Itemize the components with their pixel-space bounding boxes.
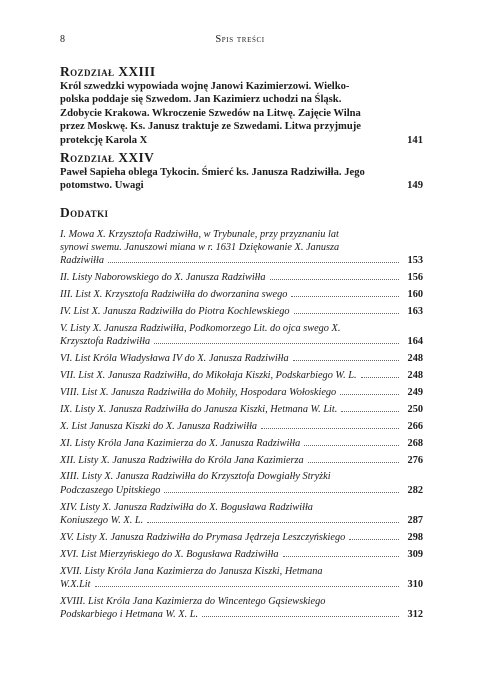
- chapter-title: Rozdział XXIII: [60, 64, 156, 79]
- dot-leader: [349, 539, 399, 540]
- entry-last-line: [60, 484, 423, 497]
- entry-line: XVIII. List Króla Jana Kazimierza do Wincentego Gąsiewskiego: [60, 595, 326, 607]
- page-ref: 310: [407, 578, 423, 590]
- entry-line: IX. Listy X. Janusza Radziwiłła do Janusza Kiszki, Hetmana W. Lit.: [60, 403, 338, 415]
- chapter-title: Rozdział XXIV: [60, 150, 155, 166]
- summary-line: polska poddaje się Szwedom. Jan Kazimierz uchodzi na Śląsk.: [60, 94, 342, 106]
- summary-line: Paweł Sapieha oblega Tykocin. Śmierć ks. Janusza Radziwiłła. Jego: [60, 167, 365, 179]
- entry-line: X. List Janusza Kiszki do X. Janusza Radziwiłła: [60, 420, 258, 432]
- dot-leader: [283, 556, 399, 557]
- entry-line: IV. List X. Janusza Radziwiłła do Piotra Kochlewskiego: [60, 306, 290, 318]
- entry-line: Krzysztofa Radziwiłła: [60, 336, 151, 348]
- chapter-entry: [60, 150, 423, 193]
- dot-leader: [164, 492, 399, 493]
- dot-leader: [147, 522, 399, 523]
- appendix-entry: [60, 420, 423, 433]
- entry-line: VI. List Króla Władysława IV do X. Janusza Radziwiłła: [60, 353, 289, 365]
- entry-last-line: [60, 271, 423, 284]
- dot-leader: [270, 279, 399, 280]
- entry-line: V. Listy X. Janusza Radziwiłła, Podkomorzego Lit. do ojca swego X.: [60, 323, 341, 334]
- appendix-entry: [60, 386, 423, 399]
- entry-last-line: [60, 420, 423, 433]
- page-ref: 287: [407, 514, 423, 526]
- dot-leader: [291, 296, 399, 297]
- dot-leader: [95, 586, 399, 587]
- appendix-entry: [60, 470, 423, 497]
- appendix-entry: [60, 403, 423, 416]
- entry-line: III. List X. Krzysztofa Radziwiłła do dworzanina swego: [60, 289, 288, 301]
- page-ref: 276: [407, 454, 423, 466]
- page-ref: 248: [407, 353, 423, 365]
- summary-line: Król szwedzki wypowiada wojnę Janowi Kazimierzowi. Wielko-: [60, 81, 350, 92]
- entry-last-line: [60, 403, 423, 416]
- appendix-entry: [60, 531, 423, 544]
- entry-last-line: [60, 369, 423, 382]
- entry-last-line: [60, 608, 423, 621]
- entry-last-line: [60, 335, 423, 348]
- page-ref: 266: [407, 420, 423, 432]
- dot-leader: [340, 394, 399, 395]
- entry-line: VII. List X. Janusza Radziwiłła, do Mikołaja Kiszki, Podskarbiego W. L.: [60, 370, 357, 382]
- entry-last-line: [60, 531, 423, 544]
- dot-leader: [308, 462, 399, 463]
- page-ref: 163: [407, 306, 423, 318]
- appendix-entry: [60, 548, 423, 561]
- entry-line: XIV. Listy X. Janusza Radziwiłła do X. Bogusława Radziwiłła: [60, 501, 313, 513]
- entry-line: Podczaszego Upitskiego: [60, 484, 161, 496]
- entry-line: XVII. Listy Króla Jana Kazimierza do Janusza Kiszki, Hetmana: [60, 565, 323, 577]
- appendix-entry: [60, 352, 423, 365]
- appendix-entry: [60, 565, 423, 592]
- appendix-entry: [60, 369, 423, 382]
- page-ref: 312: [407, 609, 423, 621]
- entry-line: Podskarbiego i Hetmana W. X. L.: [60, 609, 199, 621]
- page-ref: 164: [407, 336, 423, 348]
- entry-line: Radziwiłła: [60, 255, 105, 267]
- summary-line: Zdobycie Krakowa. Wkroczenie Szwedów na Litwę. Zajęcie Wilna: [60, 107, 361, 119]
- appendix-entry: [60, 228, 423, 268]
- chapter-summary: [60, 166, 423, 193]
- dot-leader: [293, 360, 399, 361]
- page-ref: 282: [407, 484, 423, 496]
- appendix-entry: [60, 454, 423, 467]
- appendix-entry: [60, 305, 423, 318]
- entry-line: XVI. List Mierzyńskiego do X. Bogusława Radziwiłła: [60, 548, 279, 560]
- running-head: [0, 34, 480, 48]
- entry-line: VIII. List X. Janusza Radziwiłła do Mohiły, Hospodara Wołoskiego: [60, 386, 337, 398]
- page-ref: 160: [407, 289, 423, 301]
- page-ref: 248: [407, 370, 423, 382]
- page-ref: 149: [407, 180, 423, 192]
- entry-last-line: [60, 305, 423, 318]
- page-ref: 156: [407, 272, 423, 284]
- entry-last-line: [60, 548, 423, 561]
- appendix-entry: [60, 271, 423, 284]
- page-ref: 250: [407, 403, 423, 415]
- dot-leader: [154, 343, 399, 344]
- entry-line: XI. Listy Króla Jana Kazimierza do X. Janusza Radziwiłła: [60, 437, 301, 449]
- entry-line: I. Mowa X. Krzysztofa Radziwiłła, w Trybunale, przy przyznaniu lat: [60, 228, 339, 240]
- dot-leader: [304, 445, 399, 446]
- page-ref: 153: [407, 255, 423, 267]
- dot-leader: [341, 411, 399, 412]
- entry-line: synowi swemu. Januszowi miana w r. 1631 Dziękowanie X. Janusza: [60, 242, 340, 254]
- entry-last-line: [60, 437, 423, 450]
- page-ref: 298: [407, 531, 423, 543]
- dot-leader: [361, 377, 399, 378]
- entry-line: II. Listy Naborowskiego do X. Janusza Radziwiłła: [60, 272, 266, 284]
- entry-line: XII. Listy X. Janusza Radziwiłła do Króla Jana Kazimierza: [60, 454, 304, 466]
- entry-line: W.X.Lit: [60, 578, 91, 590]
- appendix-title: Dodatki: [60, 204, 109, 220]
- entry-last-line: [60, 254, 423, 267]
- running-head-title: Spis treści: [215, 34, 265, 45]
- page-ref: 249: [407, 386, 423, 398]
- appendix-entry: [60, 322, 423, 349]
- entry-last-line: [60, 514, 423, 527]
- dot-leader: [261, 428, 399, 429]
- entry-last-line: [60, 454, 423, 467]
- appendix-entry: [60, 437, 423, 450]
- page-number: 8: [60, 34, 65, 45]
- dot-leader: [294, 313, 400, 314]
- summary-line: 141 protekcję Karola X: [60, 134, 423, 146]
- chapter-summary: [60, 80, 423, 147]
- appendix-list: [60, 228, 423, 622]
- entry-last-line: [60, 386, 423, 399]
- dot-leader: [108, 262, 399, 263]
- entry-last-line: [60, 352, 423, 365]
- entry-last-line: [60, 288, 423, 301]
- entry-line: XV. Listy X. Janusza Radziwiłła do Prymasa Jędrzeja Leszczyńskiego: [60, 531, 346, 543]
- summary-line: 149 potomstwo. Uwagi: [60, 180, 423, 192]
- page-ref: 141: [407, 134, 423, 146]
- entry-last-line: [60, 578, 423, 591]
- appendix-entry: [60, 288, 423, 301]
- page-ref: 309: [407, 548, 423, 560]
- entry-line: Koniuszego W. X. L.: [60, 514, 144, 526]
- chapter-entry: [60, 64, 423, 147]
- entry-line: XIII. Listy X. Janusza Radziwiłła do Krzysztofa Dowgiałły Stryżki: [60, 471, 331, 483]
- table-of-contents: [60, 64, 423, 625]
- appendix-entry: [60, 595, 423, 622]
- summary-line: przez Moskwę. Ks. Janusz traktuje ze Szwedami. Litwa przyjmuje: [60, 121, 361, 133]
- dot-leader: [202, 616, 399, 617]
- page-ref: 268: [407, 437, 423, 449]
- appendix-entry: [60, 501, 423, 528]
